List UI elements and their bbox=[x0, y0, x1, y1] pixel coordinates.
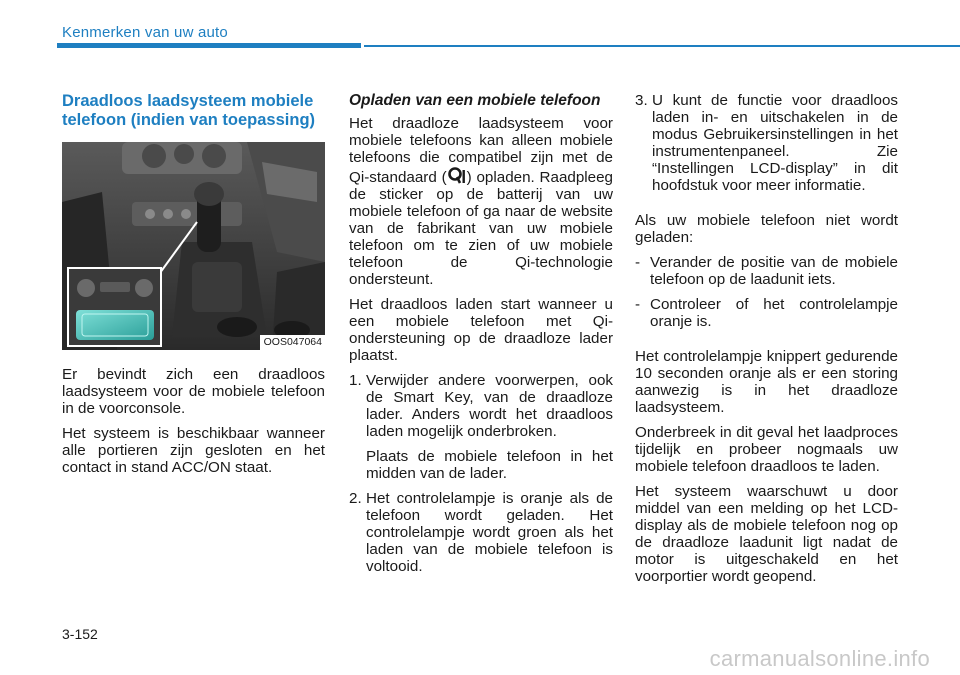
step-2 bbox=[349, 490, 613, 575]
figure-code: OOS047064 bbox=[260, 335, 325, 350]
qi-logo-icon bbox=[447, 166, 467, 186]
section-title: Kenmerken van uw auto bbox=[62, 24, 228, 41]
paragraph-intro bbox=[349, 115, 613, 288]
step-number: 1. bbox=[349, 372, 362, 389]
column-middle bbox=[349, 92, 613, 583]
paragraph: Het draadloos laden start wanneer u een mobiele telefoon met Qi-ondersteuning op de draadloze lader plaatst. bbox=[349, 296, 613, 364]
section-heading: Draadloos laadsysteem mobiele telefoon (indien van toepassing) bbox=[62, 92, 316, 129]
paragraph: Als uw mobiele telefoon niet wordt geladen: bbox=[635, 212, 898, 246]
paragraph: Onderbreek in dit geval het laadproces tijdelijk en probeer nogmaals uw mobiele telefoon draadloos te laden. bbox=[635, 424, 898, 475]
bullet-dash: - bbox=[635, 254, 641, 271]
step-text: U kunt de functie voor draadloos laden in- en uitschakelen in de modus Gebruikersinstellingen in het instrumentenpaneel. Zie “Instellingen LCD-display” in dit hoofdstuk voor meer informatie. bbox=[652, 92, 898, 194]
paragraph: Het systeem is beschikbaar wanneer alle portieren zijn gesloten en het contact in stand ACC/ON staat. bbox=[62, 425, 325, 476]
step-1-extra: Plaats de mobiele telefoon in het midden van de lader. bbox=[366, 448, 613, 482]
bullet-text: Verander de positie van de mobiele telefoon op de laadunit iets. bbox=[650, 254, 898, 288]
step-text: Verwijder andere voorwerpen, ook de Smart Key, van de draadloze lader. Anders wordt het draadloos laden mogelijk onderbroken. bbox=[366, 372, 613, 440]
step-text: Het controlelampje is oranje als de telefoon wordt geladen. Het controlelampje wordt groen als het laden van de mobiele telefoon is voltooid. bbox=[366, 490, 613, 575]
sub-heading: Opladen van een mobiele telefoon bbox=[349, 92, 601, 109]
paragraph: Het controlelampje knippert gedurende 10 seconden oranje als er een storing aanwezig is in het draadloze laadsysteem. bbox=[635, 348, 898, 416]
column-left bbox=[62, 92, 325, 484]
bullet-text: Controleer of het controlelampje oranje is. bbox=[650, 296, 898, 330]
step-number: 2. bbox=[349, 490, 362, 507]
step-3 bbox=[635, 92, 898, 194]
page-number: 3-152 bbox=[62, 626, 98, 642]
paragraph: Het systeem waarschuwt u door middel van een melding op het LCD-display als de mobiele telefoon nog op de draadloze laadunit ligt nadat de motor is uitgeschakeld en het voorportier wordt geopend. bbox=[635, 483, 898, 585]
console-photo bbox=[62, 142, 325, 350]
intro-text-after: ) opladen. Raadpleeg de sticker op de batterij van uw mobiele telefoon of ga naar de website van de fabrikant van uw mobiele telefoon om te zien of uw mobiele telefoon de Qi-technologie ondersteunt. bbox=[349, 169, 613, 288]
bullet-item bbox=[635, 296, 898, 330]
column-right bbox=[635, 92, 898, 593]
intro-text-before: Het draadloze laadsysteem voor mobiele telefoons kan alleen mobiele telefoons die compatibel zijn met de Qi-standaard ( bbox=[349, 115, 613, 186]
step-number: 3. bbox=[635, 92, 648, 109]
bullet-item bbox=[635, 254, 898, 288]
console-photo-illustration bbox=[62, 142, 325, 350]
watermark: carmanualsonline.info bbox=[709, 646, 930, 671]
bullet-dash: - bbox=[635, 296, 641, 313]
paragraph: Er bevindt zich een draadloos laadsysteem voor de mobiele telefoon in de voorconsole. bbox=[62, 366, 325, 417]
header-rule-thick bbox=[57, 43, 361, 48]
step-1 bbox=[349, 372, 613, 440]
header-rule-thin bbox=[364, 45, 960, 47]
